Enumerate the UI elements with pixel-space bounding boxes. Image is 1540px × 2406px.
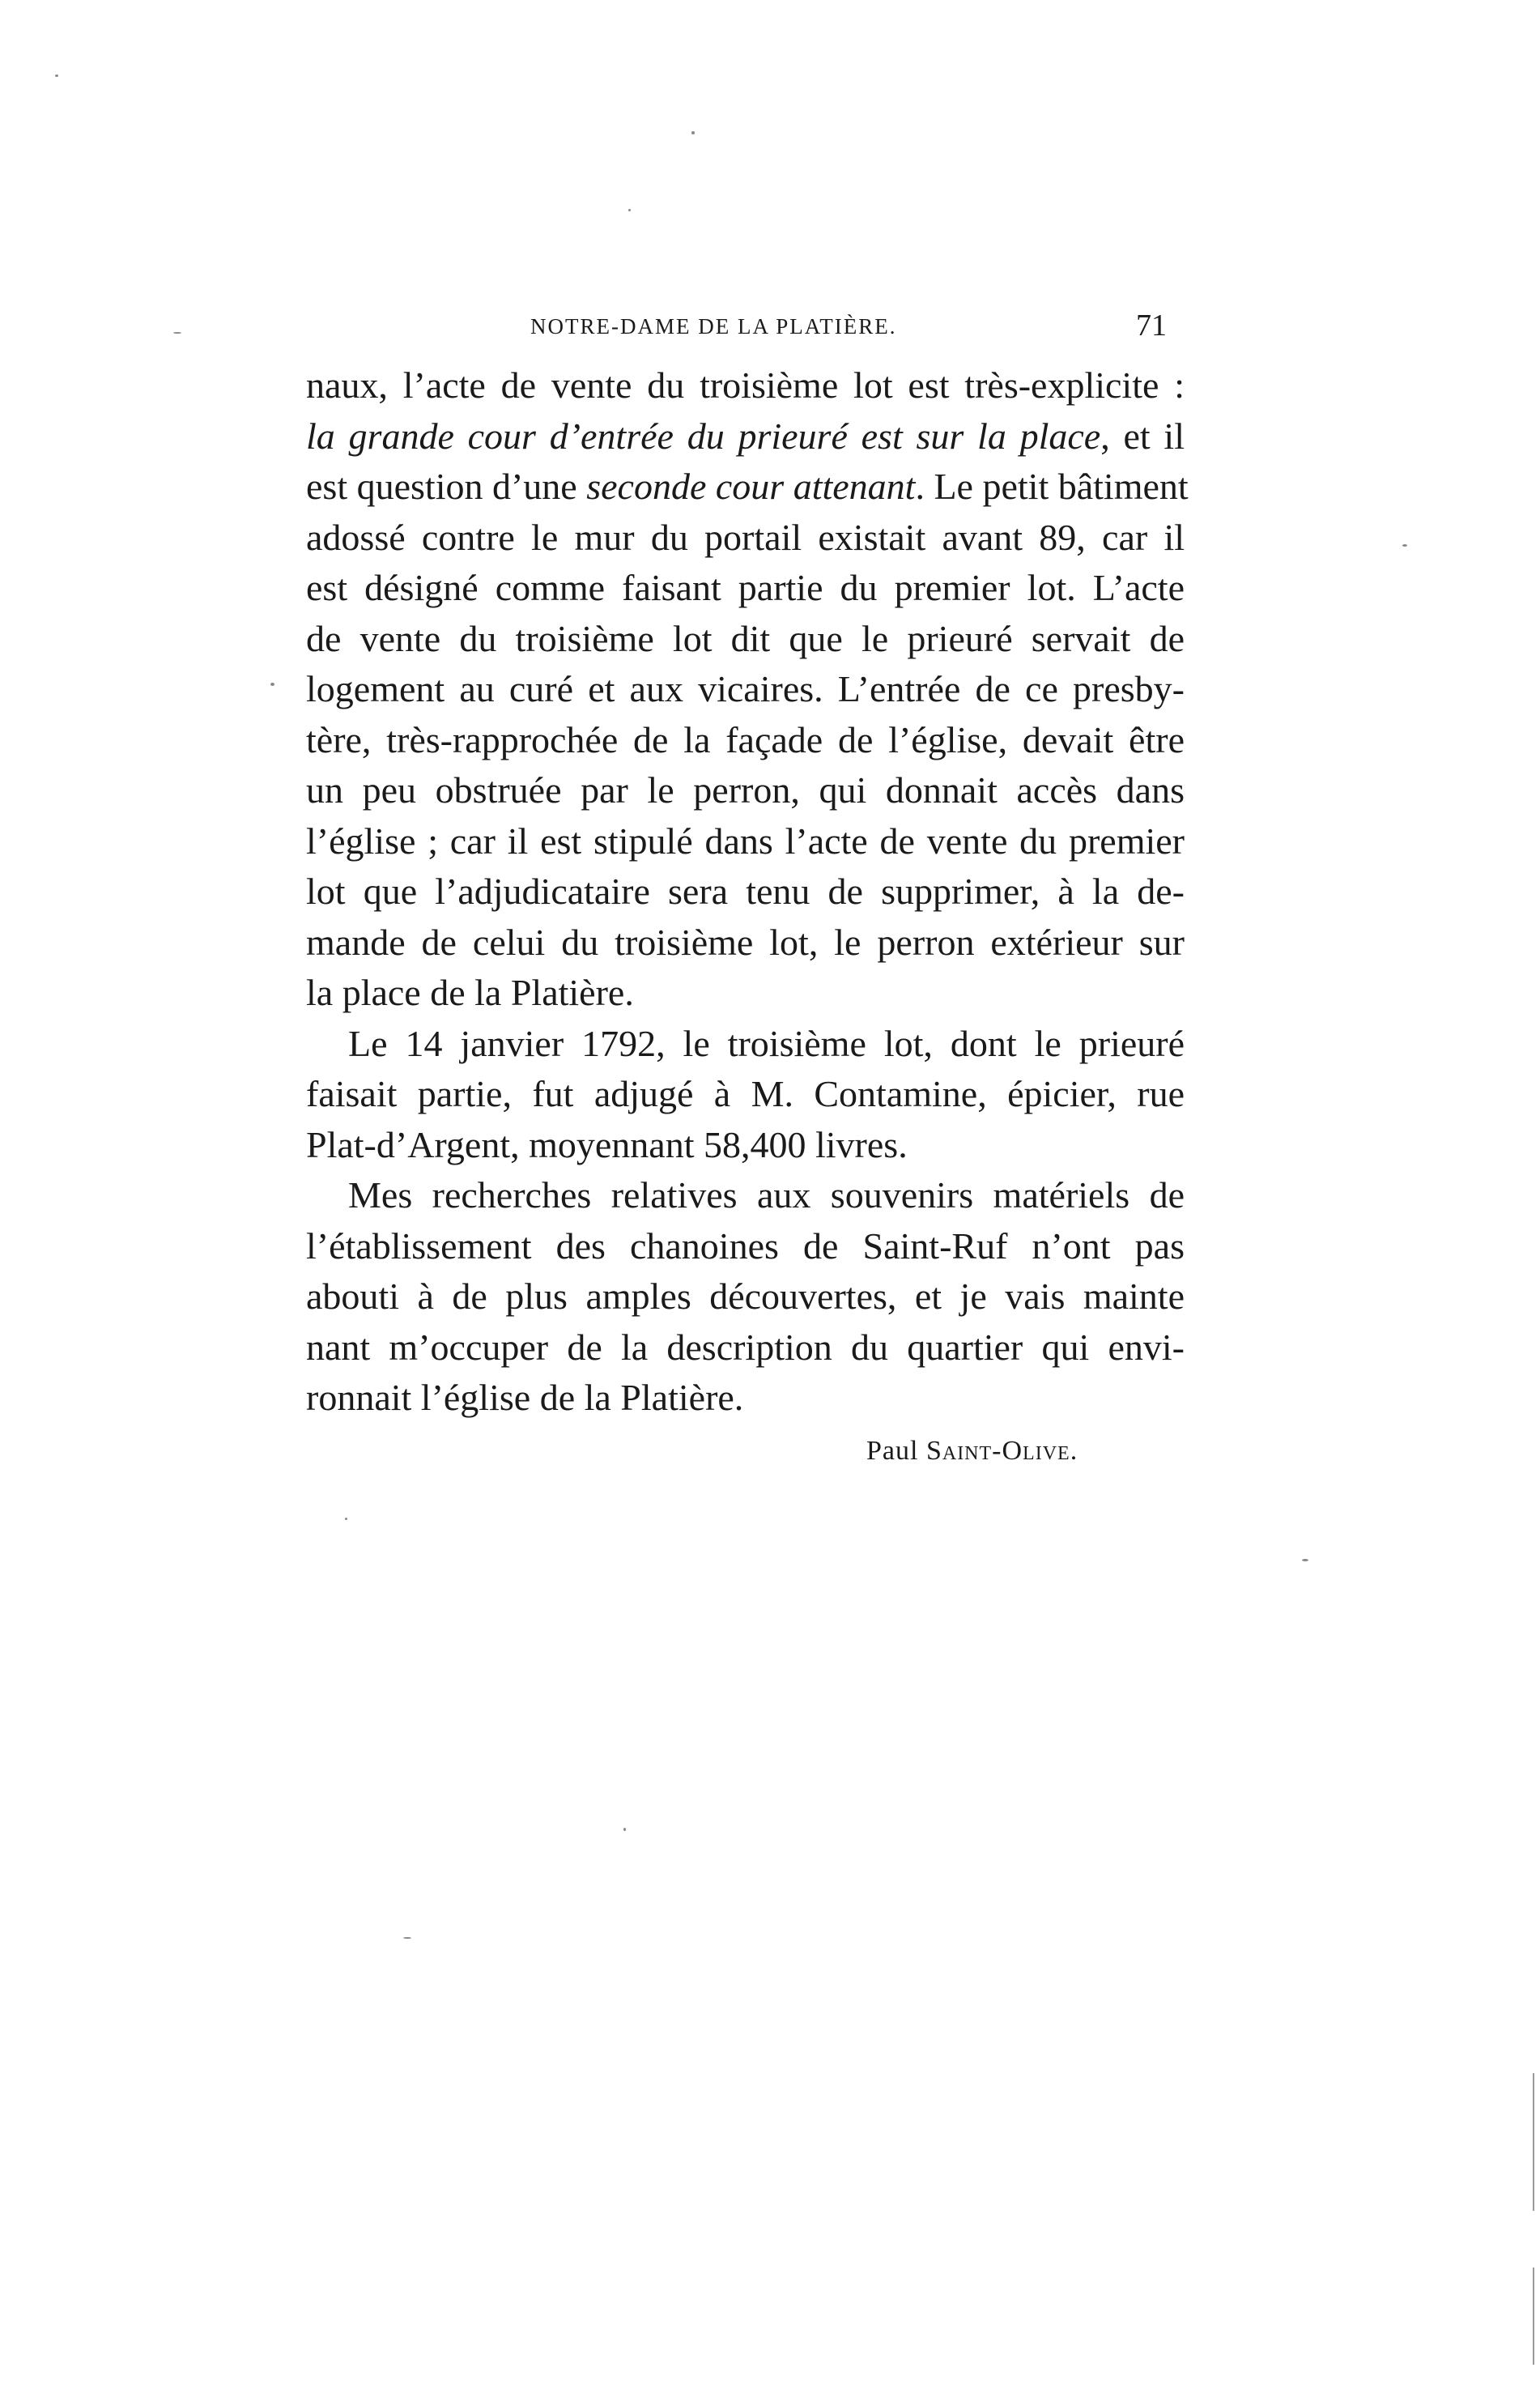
paragraph-3 [306, 1170, 1185, 1424]
paragraph-2 [306, 1019, 1185, 1171]
text-line: Le 14 janvier 1792, le troisième lot, dont le prieuré [348, 1022, 1185, 1064]
text-line: l’établissement des chanoines de Saint-Ruf n’ont pas [306, 1224, 1185, 1267]
text-line: lot que l’adjudicataire sera tenu de supprimer, à la de- [306, 871, 1185, 912]
text-line: un peu obstruée par le perron, qui donnait accès dans [306, 769, 1185, 811]
text-fragment: , et il [1100, 415, 1185, 457]
text-line: nant m’occuper de la description du quartier qui envi- [306, 1326, 1185, 1368]
text-line: la place de la Platière. [306, 972, 634, 1013]
scan-speck [1402, 544, 1407, 547]
text-line: faisait partie, fut adjugé à M. Contamine, épicier, rue [306, 1073, 1185, 1114]
running-head: NOTRE-DAME DE LA PLATIÈRE. [530, 314, 897, 339]
body-text [306, 360, 1189, 1424]
text-line: mande de celui du troisième lot, le perron extérieur sur [306, 921, 1185, 963]
text-line: adossé contre le mur du portail existait avant 89, car il [306, 516, 1185, 558]
text-line: ronnait l’église de la Platière. [306, 1377, 744, 1418]
italic-quote: seconde cour attenant [586, 466, 916, 507]
scan-speck [1302, 1559, 1308, 1561]
text-line: de vente du troisième lot dit que le prieuré servait de [306, 617, 1185, 659]
scan-speck [55, 75, 58, 77]
scan-edge-mark [1533, 2268, 1534, 2365]
scan-speck [173, 332, 181, 334]
text-line: abouti à de plus amples découvertes, et je vais mainte [306, 1275, 1185, 1317]
author-first-name: Paul [866, 1436, 919, 1466]
author-signature [866, 1436, 1078, 1467]
text-line: tère, très-rapprochée de la façade de l’église, devait être [306, 718, 1185, 760]
page-number: 71 [1136, 309, 1167, 343]
scan-speck [628, 209, 631, 211]
text-line: naux, l’acte de vente du troisième lot est très-explicite : [306, 364, 1185, 406]
scan-speck [691, 131, 695, 134]
text-line: Mes recherches relatives aux souvenirs matériels de [348, 1174, 1185, 1216]
text-fragment: . Le petit bâtiment [915, 466, 1189, 507]
text-line: Plat-d’Argent, moyennant 58,400 livres. [306, 1123, 908, 1165]
scan-edge-mark [1533, 2073, 1534, 2211]
italic-quote: la grande cour d’entrée du prieuré est sur la place [306, 415, 1101, 457]
text-line: l’église ; car il est stipulé dans l’acte de vente du premier [306, 820, 1185, 862]
author-last-name: Saint-Olive. [925, 1436, 1078, 1466]
text-fragment: est question d’une [306, 466, 587, 507]
scan-speck [623, 1828, 626, 1831]
text-line [306, 462, 1189, 513]
scan-speck [403, 1937, 411, 1939]
paragraph-1 [306, 360, 1189, 1019]
text-line: logement au curé et aux vicaires. L’entrée de ce presby- [306, 668, 1185, 709]
text-line [306, 411, 1185, 462]
scan-speck [270, 683, 274, 686]
text-line: est désigné comme faisant partie du premier lot. L’acte [306, 567, 1185, 608]
scan-speck [345, 1518, 347, 1520]
